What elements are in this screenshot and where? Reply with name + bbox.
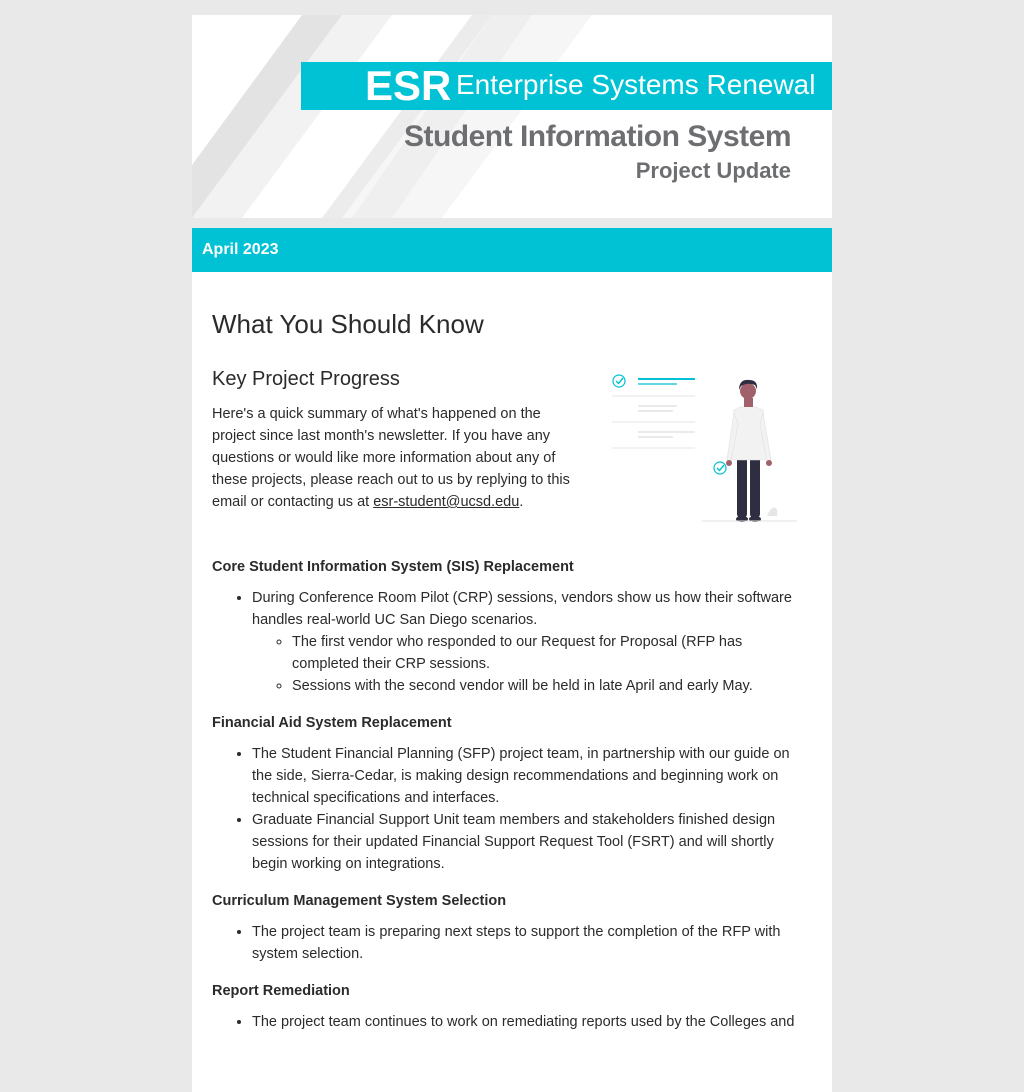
curriculum-bullet-list — [212, 921, 812, 965]
list-item: ◦ Sessions with the second vendor will be held in late April and early May. — [292, 675, 812, 697]
list-item-text: During Conference Room Pilot (CRP) sessions, vendors show us how their software handles real-world UC San Diego scenarios. — [252, 590, 792, 628]
list-item: • The project team continues to work on remediating reports used by the Colleges and — [252, 1011, 812, 1033]
section-title-financial-aid: Financial Aid System Replacement — [212, 715, 452, 731]
intro-text-block — [212, 368, 582, 513]
person-checklist-illustration — [607, 368, 807, 528]
decorative-stripes — [192, 15, 832, 218]
esr-brand-bar — [301, 62, 832, 110]
header-banner — [192, 15, 832, 218]
issue-date: April 2023 — [202, 241, 279, 258]
page-heading: What You Should Know — [212, 309, 484, 339]
system-title: Student Information System — [403, 120, 791, 153]
intro-text-end: . — [519, 494, 524, 510]
esr-full-name: Enterprise Systems Renewal — [456, 69, 816, 100]
project-update-subtitle: Project Update — [635, 158, 791, 183]
date-bar — [192, 228, 832, 272]
intro-text: Here's a quick summary of what's happened on the project since last month's newsletter. If you have any questions or would like more information about any of these projects, please reach out to us by replying to this email or contacting us at — [212, 406, 570, 510]
intro-subheading: Key Project Progress — [212, 368, 400, 390]
report-remediation-bullet-list — [212, 1011, 812, 1033]
esr-logo-text: ESR — [365, 62, 452, 109]
sis-sub-list — [252, 631, 812, 697]
section-title-report-remediation: Report Remediation — [212, 983, 350, 999]
intro-section — [212, 368, 812, 518]
intro-paragraph — [212, 403, 582, 513]
list-item: • The Student Financial Planning (SFP) project team, in partnership with our guide on the side, Sierra-Cedar, is making design recommendations and beginning work on technical specifications and interfaces. — [252, 743, 812, 809]
list-item — [252, 587, 812, 697]
section-title-sis: Core Student Information System (SIS) Replacement — [212, 559, 574, 575]
financial-aid-bullet-list — [212, 743, 812, 875]
newsletter-content — [192, 272, 832, 1092]
sis-bullet-list — [212, 587, 812, 697]
section-title-curriculum: Curriculum Management System Selection — [212, 893, 507, 909]
newsletter-email — [192, 15, 832, 1092]
contact-email-link[interactable]: esr-student@ucsd.edu — [373, 494, 520, 510]
list-item: ◦ The first vendor who responded to our Request for Proposal (RFP has completed their CRP sessions. — [292, 631, 812, 675]
list-item: • Graduate Financial Support Unit team members and stakeholders finished design sessions for their updated Financial Support Request Tool (FSRT) and will shortly begin working on integrations. — [252, 809, 812, 875]
list-item: • The project team is preparing next steps to support the completion of the RFP with system selection. — [252, 921, 812, 965]
